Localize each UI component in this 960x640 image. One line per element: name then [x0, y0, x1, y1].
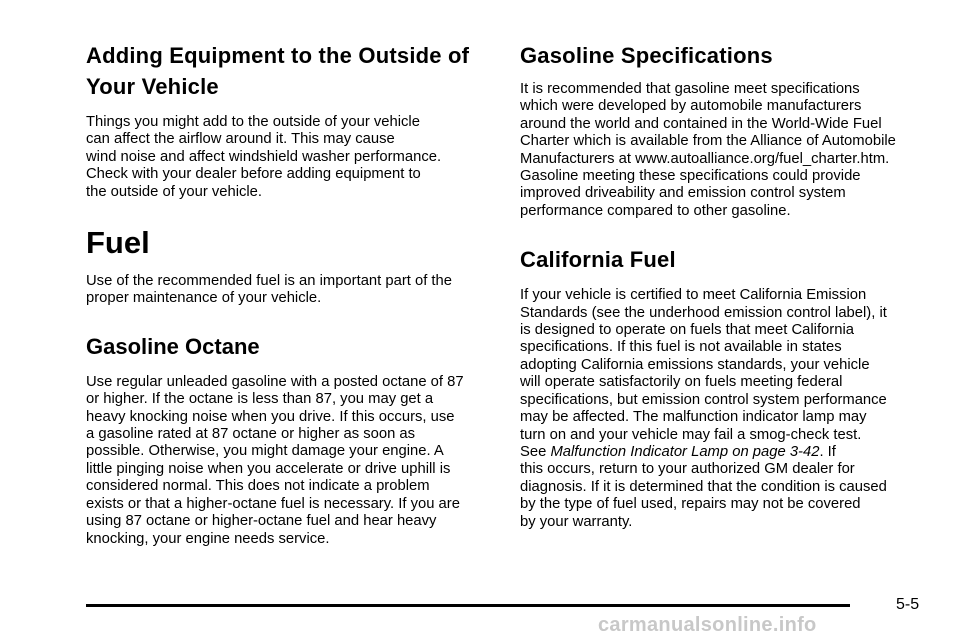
specs-heading: Gasoline Specifications — [520, 43, 773, 68]
octane-body: Use regular unleaded gasoline with a posted octane of 87 or higher. If the octane is less than 87, you may get a heavy knocking noise when you drive. If this occurs, use a gasoline rated at 87 octane or higher as soon as possible. Otherwise, you might damage your engine. A little pinging noise when you accelerate or drive uphill is considered normal. This does not indicate a problem exists or that a higher-octane fuel is necessary. If you are using 87 octane or higher-octane fuel and hear heavy knocking, your engine needs service. — [86, 373, 464, 547]
specs-body: It is recommended that gasoline meet specifications which were developed by automobile manufacturers around the world and contained in the World-Wide Fuel Charter which is available from the Alliance of Automobile Manufacturers at www.autoalliance.org/fuel_charter.htm. Gasoline meeting these specifications could provide improved driveability and emission control system performance compared to other gasoline. — [520, 81, 896, 219]
octane-heading: Gasoline Octane — [86, 333, 260, 359]
left-column — [86, 40, 494, 548]
fuel-body: Use of the recommended fuel is an important part of the proper maintenance of your vehicle. — [86, 273, 453, 307]
equipment-body: Things you might add to the outside of your vehicle can affect the airflow around it. This may cause wind noise and affect windshield washer performance. Check with your dealer before adding equipment to the outside of your vehicle. — [86, 114, 442, 200]
page-number: 5-5 — [896, 596, 920, 613]
california-body-part1: If your vehicle is certified to meet California Emission Standards (see the underhood emission control label), it is designed to operate on fuels that meet California specifications. If this fuel is not available in states adopting California emissions standards, your vehicle will operate satisfactorily on fuels meeting federal specifications, but emission control system performance may be affected. The malfunction indicator lamp may turn on and your vehicle may fail a smog-check test. See — [520, 287, 887, 460]
california-heading: California Fuel — [520, 247, 676, 273]
right-column — [520, 40, 930, 531]
watermark: carmanualsonline.info — [598, 614, 817, 636]
california-body — [520, 287, 930, 531]
malfunction-lamp-link[interactable]: Malfunction Indicator Lamp on page 3-42 — [550, 443, 820, 460]
california-body-part2: . If this occurs, return to your authorized GM dealer for diagnosis. If it is determined that the condition is caused by the type of fuel used, repairs may not be covered by your warranty. — [520, 443, 887, 530]
footer-rule — [86, 604, 850, 607]
fuel-heading: Fuel — [86, 225, 150, 261]
equipment-heading: Adding Equipment to the Outside of Your Vehicle — [86, 43, 470, 99]
